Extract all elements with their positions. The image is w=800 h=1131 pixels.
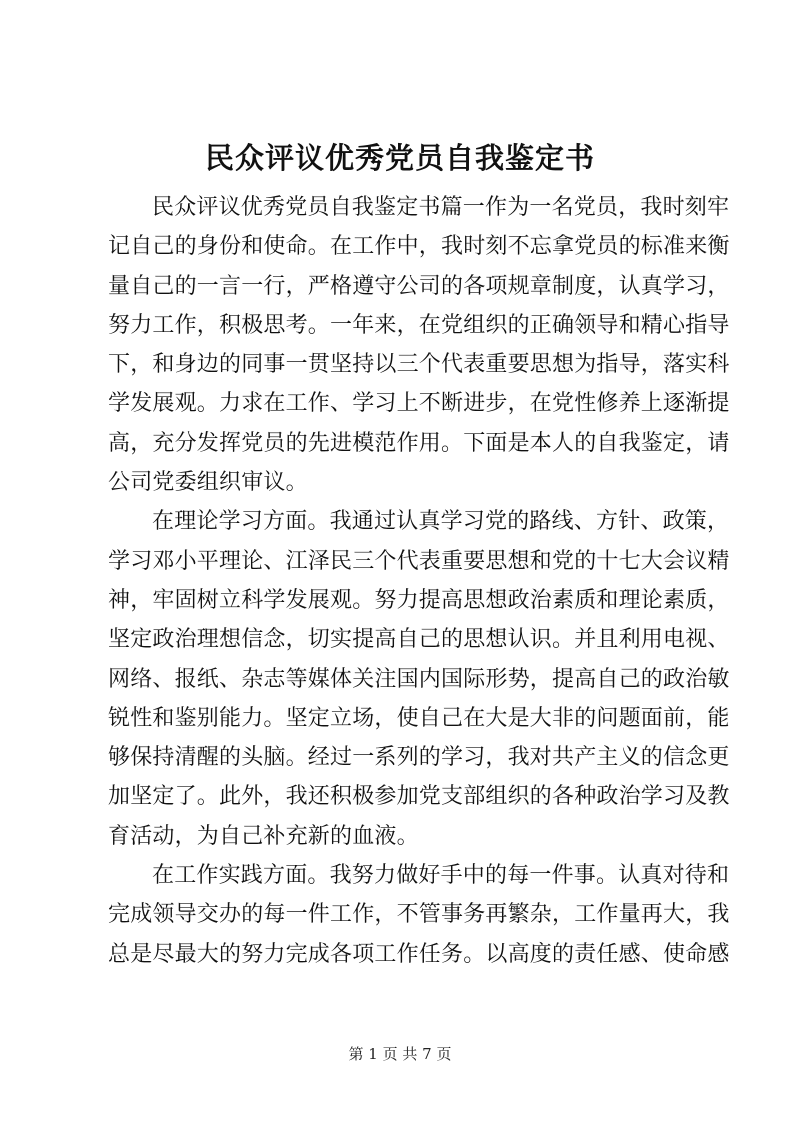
body-line: 记自己的身份和使命。在工作中，我时刻不忘拿党员的标准来衡: [108, 234, 730, 260]
body-line: 在工作实践方面。我努力做好手中的每一件事。认真对待和: [152, 863, 730, 889]
body-line: 在理论学习方面。我通过认真学习党的路线、方针、政策，: [152, 509, 730, 535]
body-line: 网络、报纸、杂志等媒体关注国内国际形势，提高自己的政治敏: [108, 666, 730, 692]
body-line: 够保持清醒的头脑。经过一系列的学习，我对共产主义的信念更: [108, 745, 730, 771]
body-line: 坚定政治理想信念，切实提高自己的思想认识。并且利用电视、: [108, 627, 730, 653]
body-line: 公司党委组织审议。: [108, 470, 308, 496]
document-body: [108, 188, 730, 974]
body-line: 量自己的一言一行，严格遵守公司的各项规章制度，认真学习，: [108, 273, 730, 299]
body-line: 神，牢固树立科学发展观。努力提高思想政治素质和理论素质，: [108, 587, 730, 613]
page-footer: 第 1 页 共 7 页: [348, 1045, 452, 1063]
body-line: 完成领导交办的每一件工作，不管事务再繁杂，工作量再大，我: [108, 902, 730, 928]
document-title: 民众评议优秀党员自我鉴定书: [204, 141, 595, 175]
body-line: 学习邓小平理论、江泽民三个代表重要思想和党的十七大会议精: [108, 548, 730, 574]
body-line: 育活动，为自己补充新的血液。: [108, 823, 419, 849]
body-line: 学发展观。力求在工作、学习上不断进步，在党性修养上逐渐提: [108, 391, 730, 417]
body-line: 努力工作，积极思考。一年来，在党组织的正确领导和精心指导: [108, 312, 730, 338]
body-line: 高，充分发挥党员的先进模范作用。下面是本人的自我鉴定，请: [108, 430, 730, 456]
body-line: 民众评议优秀党员自我鉴定书篇一作为一名党员，我时刻牢: [152, 195, 730, 220]
body-line: 总是尽最大的努力完成各项工作任务。以高度的责任感、使命感: [108, 941, 730, 967]
body-line: 锐性和鉴别能力。坚定立场，使自己在大是大非的问题面前，能: [108, 705, 730, 731]
body-line: 加坚定了。此外，我还积极参加党支部组织的各种政治学习及教: [108, 784, 730, 810]
body-line: 下，和身边的同事一贯坚持以三个代表重要思想为指导，落实科: [108, 352, 730, 378]
